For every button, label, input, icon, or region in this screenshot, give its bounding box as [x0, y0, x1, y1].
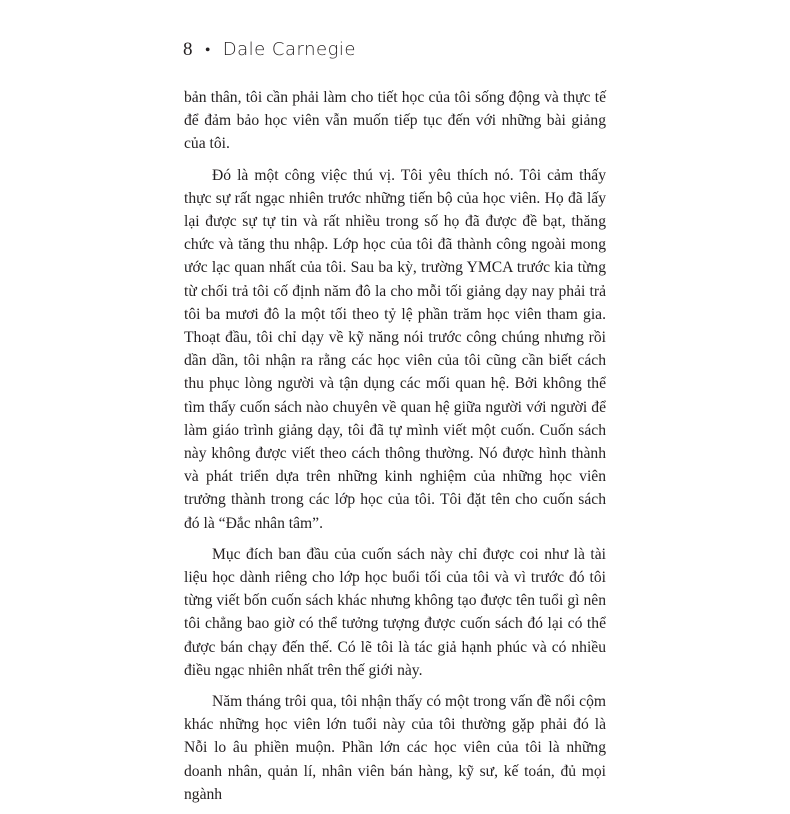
paragraph: Mục đích ban đầu của cuốn sách này chỉ được coi như là tài liệu học dành riêng cho lớp học buổi tối của tôi và vì trước đó tôi từng viết bốn cuốn sách khác nhưng không tạo được tên tuổi gì nên tôi chẳng bao giờ có thể tưởng tượng được cuốn sách đó lại có thể được bán chạy đến thế. Có lẽ tôi là tác giả hạnh phúc và có nhiều điều ngạc nhiên nhất trên thế giới này.	[184, 545, 606, 679]
header-separator: •	[204, 42, 211, 59]
running-header	[183, 38, 356, 63]
author-name: Dale Carnegie	[222, 39, 356, 60]
paragraph-continued: bản thân, tôi cần phải làm cho tiết học của tôi sống động và thực tế để đảm bảo học viên vẫn muốn tiếp tục đến với những bài giảng của tôi.	[184, 89, 606, 153]
body-text	[184, 86, 606, 814]
paragraph: Năm tháng trôi qua, tôi nhận thấy có một trong vấn đề nổi cộm khác những học viên lớn tuổi này của tôi thường gặp phải đó là Nỗi lo âu phiền muộn. Phần lớn các học viên của tôi là những doanh nhân, quản lí, nhân viên bán hàng, kỹ sư, kế toán, đủ mọi ngành	[184, 693, 606, 803]
page-number: 8	[183, 39, 193, 60]
paragraph: Đó là một công việc thú vị. Tôi yêu thích nó. Tôi cảm thấy thực sự rất ngạc nhiên trước những tiến bộ của học viên. Họ đã lấy lại được sự tự tin và rất nhiều trong số họ đã được đề bạt, thăng chức và tăng thu nhập. Lớp học của tôi đã thành công ngoài mong ước lạc quan nhất của tôi. Sau ba kỳ, trường YMCA trước kia từng từ chối trả tôi cố định năm đô la cho mỗi tối giảng dạy nay phải trả tôi ba mươi đô la một tối theo tỷ lệ phần trăm học viên tham gia. Thoạt đầu, tôi chỉ dạy về kỹ năng nói trước công chúng nhưng rồi dần dần, tôi nhận ra rằng các học viên của tôi cũng cần biết cách thu phục lòng người và tận dụng các mối quan hệ. Bởi không thể tìm thấy cuốn sách nào chuyên về quan hệ giữa người với người để làm giáo trình giảng dạy, tôi đã tự mình viết một cuốn. Cuốn sách này không được viết theo cách thông thường. Nó được hình thành và phát triển dựa trên những kinh nghiệm của những học viên trưởng thành trong các lớp học của tôi. Tôi đặt tên cho cuốn sách đó là “Đắc nhân tâm”.	[184, 166, 606, 532]
